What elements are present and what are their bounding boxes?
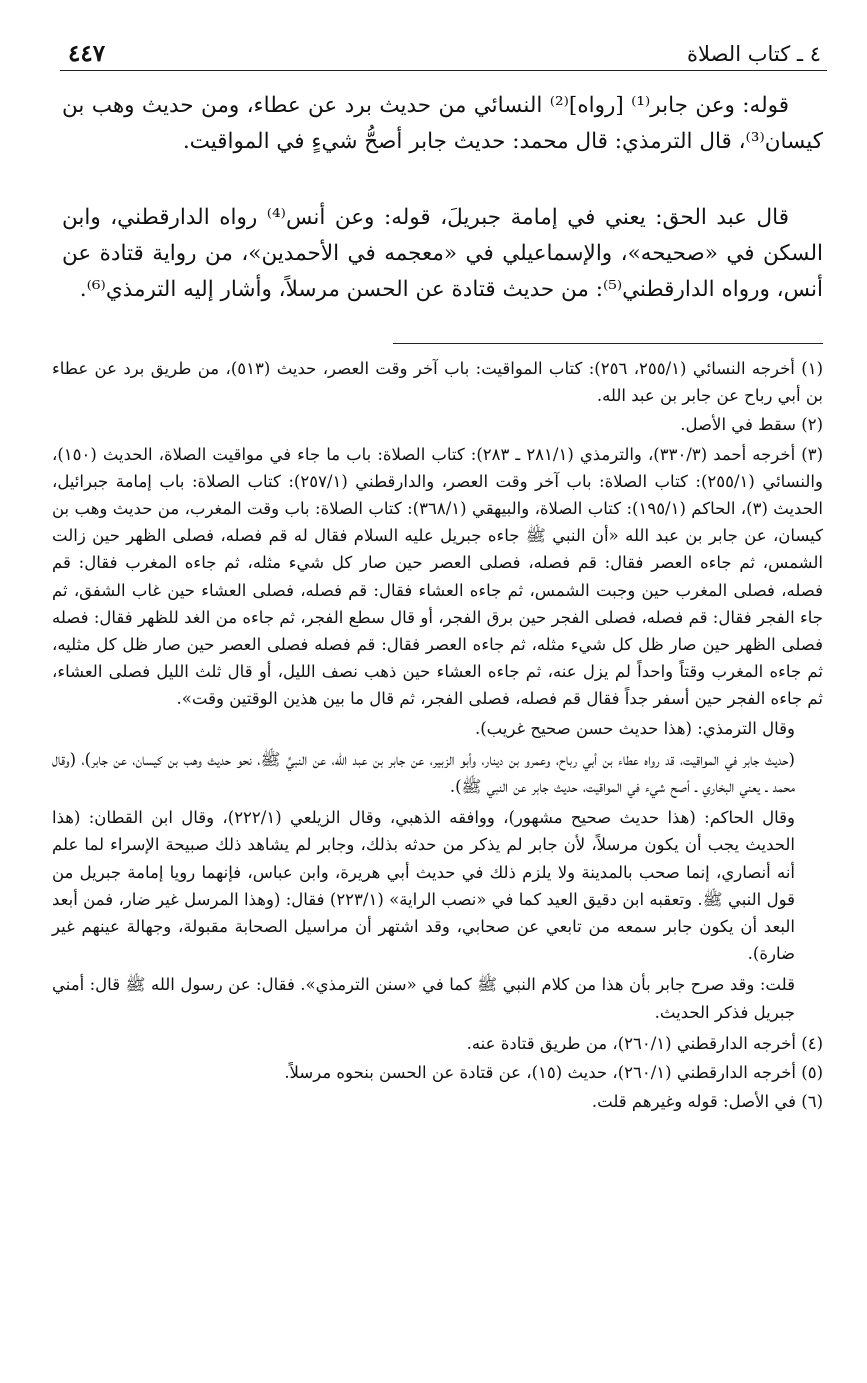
footnote-divider [393, 343, 823, 344]
footnote-1: (١) أخرجه النسائي (٢٥٥/١، ٢٥٦): كتاب المواقيت: باب آخر وقت العصر، حديث (٥١٣)، من طريق برد عن عطاء بن أبي رباح عن جابر بن عبد الله. [52, 359, 823, 406]
footnote-3-quote: (حديث جابر في المواقيت، قد رواه عطاء بن أبي رباح، وعمرو بن دينار، وأبو الزبير، عن جابر بن عبد الله، عن النبيِّ ﷺ، نحو حديث وهب بن كيسان، عن جابر)، (وقال محمد ـ يعني البخاري ـ أصح شيء في المواقيت، حديث جابر عن النبي ﷺ). [52, 749, 795, 797]
main-paragraph: قال عبد الحق: يعني في إمامة جبريلَ، قوله: وعن أنس⁽⁴⁾ رواه الدارقطني، وابن السكن في «صحيحه»، والإسماعيلي في «معجمه في الأحمدين»، من رواية قتادة عن أنس، ورواه الدارقطني⁽⁵⁾: من حديث قتادة عن الحسن مرسلاً، وأشار إليه الترمذي⁽⁶⁾. [62, 205, 823, 302]
main-text-block-1 [62, 88, 823, 160]
footnote-4: (٤) أخرجه الدارقطني (٢٦٠/١)، من طريق قتادة عنه. [466, 1033, 823, 1053]
footnote-3: (٣) أخرجه أحمد (٣٣٠/٣)، والترمذي (٢٨١/١ ـ ٢٨٣): كتاب الصلاة: باب ما جاء في مواقيت الصلاة، الحديث (١٥٠)، والنسائي (٢٥٥/١): كتاب الصلاة: باب آخر وقت العصر، والدارقطني (٢٥٧/١): كتاب الصلاة: باب إمامة جبرائيل، الحديث (٣)، الحاكم (١٩٥/١): كتاب الصلاة، والبيهقي (٣٦٨/١): كتاب الصلاة: باب وقت المغرب، من حديث وهب بن كيسان، عن جابر بن عبد الله «أن النبي ﷺ جاءه جبريل عليه السلام فقال له قم فصله، فصلى الظهر حين زالت الشمس، ثم جاءه العصر فقال: قم فصله، فصلى العصر حين صار كل شيء مثله، ثم جاءه المغرب فقال: قم فصله، فصلى المغرب حين وجبت الشمس، ثم جاءه العشاء فقال: قم فصله، فصلى العشاء حين غاب الشفق، ثم جاء الفجر فقال: قم فصله، فصلى الفجر حين برق الفجر، أو قال سطع الفجر، ثم جاءه من الغد للظهر فقال: فصله فصلى الظهر حين صار ظل كل شيء مثله، ثم جاءه العصر فقال: قم فصله فصلى العصر حين صار ظل كل مثليه، ثم جاءه المغرب وقتاً واحداً لم يزل عنه، ثم جاءه العشاء حين ذهب نصف الليل، أو قال ثلث الليل فصلى العشاء، ثم جاءه الفجر حين أسفر جداً فقال قم فصله، فصلى الفجر، ثم قال ما بين هذين الوقتين وقت». [52, 444, 823, 709]
footnote-3-tirmidhi: وقال الترمذي: (هذا حديث حسن صحيح غريب). [474, 718, 795, 738]
footnotes [52, 355, 823, 1117]
page-number: ٤٤٧ [68, 40, 106, 67]
page-header [60, 38, 827, 71]
footnote-2: (٢) سقط في الأصل. [680, 415, 823, 435]
main-paragraph: قوله: وعن جابر⁽¹⁾ [رواه]⁽²⁾ النسائي من حديث برد عن عطاء، ومن حديث وهب بن كيسان⁽³⁾، قال الترمذي: قال محمد: حديث جابر أصحُّ شيءٍ في المواقيت. [62, 93, 823, 154]
footnote-6: (٦) في الأصل: قوله وغيرهم قلت. [591, 1092, 823, 1112]
footnote-3-hakim: وقال الحاكم: (هذا حديث صحيح مشهور)، ووافقه الذهبي، وقال الزيلعي (٢٢٢/١)، وقال ابن القطان: (هذا الحديث يجب أن يكون مرسلاً، لأن جابر لم يذكر من حدثه بذلك، وجابر لم يشاهد ذلك صبيحة الإسراء لما علم أنه أنصاري، إنما صحب بالمدينة ولا يلزم ذلك في حديث أبي هريرة، وابن عباس، فإنهما رويا إمامة جبريل من قول النبي ﷺ. وتعقبه ابن دقيق العيد كما في «نصب الراية» (٢٢٣/١) فقال: (وهذا المرسل غير ضار، فمن أبعد البعد أن يكون جابر سمعه من تابعي عن صحابي، وقد اشتهر أن مراسيل الصحابة مقبولة، وجهالة عينهم غير ضارة). [52, 808, 795, 964]
running-title: ٤ ـ كتاب الصلاة [687, 42, 821, 66]
footnote-5: (٥) أخرجه الدارقطني (٢٦٠/١)، حديث (١٥)، عن قتادة عن الحسن بنحوه مرسلاً. [284, 1063, 823, 1083]
main-text-block-2 [62, 200, 823, 308]
footnote-3-comment: قلت: وقد صرح جابر بأن هذا من كلام النبي ﷺ كما في «سنن الترمذي». فقال: عن رسول الله ﷺ قال: أمني جبريل فذكر الحديث. [52, 975, 795, 1022]
